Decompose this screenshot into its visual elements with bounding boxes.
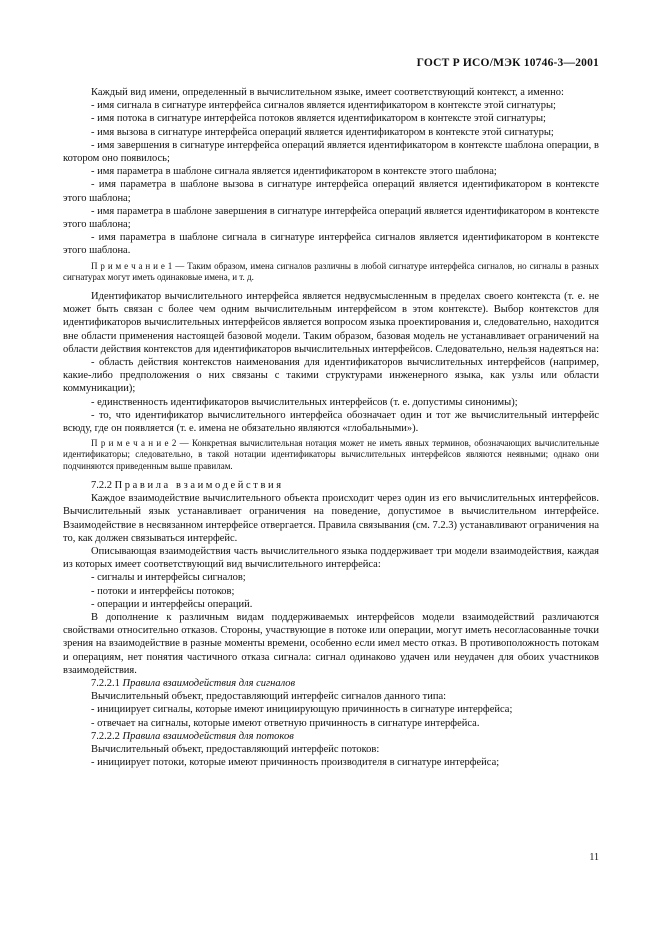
list-item: - то, что идентификатор вычислительного интерфейса обозначает один и тот же вычислительный интерфейс всюду, где он появляется (т. е. имена не обязательно являются «глобальными»). bbox=[63, 409, 599, 435]
section-title: Правила взаимодействия для сигналов bbox=[122, 677, 296, 689]
section-heading-7-2-2 bbox=[63, 479, 599, 492]
section-title: Правила взаимодействия для потоков bbox=[122, 730, 294, 742]
list-item: - потоки и интерфейсы потоков; bbox=[91, 585, 235, 597]
paragraph: В дополнение к различным видам поддерживаемых интерфейсов модели взаимодействий различаются свойствами относительно отказов. Стороны, участвующие в потоке или операции, могут иметь несогласованные точки зрения на взаимодействие в разные моменты времени, особенно если имел место отказ. В противоположность потокам и операциям, нет понятия частичного отказа сигнала: сигнал одинаково удачен или неудачен для обоих участников взаимодействия. bbox=[63, 611, 599, 676]
document-header: ГОСТ Р ИСО/МЭК 10746-3—2001 bbox=[416, 57, 599, 69]
list-item: - сигналы и интерфейсы сигналов; bbox=[91, 572, 246, 584]
list-item: - область действия контекстов наименования для идентификаторов вычислительных интерфейсов (например, какие-либо предположения о них связаны с такими структурами инженерного языка, как узлы или области коммуникации); bbox=[63, 357, 599, 395]
list-item: - имя параметра в шаблоне завершения в сигнатуре интерфейса операций является идентификатором в контексте этого шаблона; bbox=[63, 205, 599, 231]
section-title: Правила взаимодействия bbox=[114, 479, 284, 491]
section-number: 7.2.2.1 bbox=[91, 677, 120, 689]
paragraph: Каждое взаимодействие вычислительного объекта происходит через один из его вычислительных интерфейсов. Вычислительный язык устанавливает ограничения на поведение, допустимое в вычислительном интерфейсе. Взаимодействие в несвязанном интерфейсе отвергается. Правила связывания (см. 7.2.3) устанавливают ограничения на то, как должен связываться интерфейс. bbox=[63, 493, 599, 544]
section-number: 7.2.2.2 bbox=[91, 730, 120, 742]
paragraph: Каждый вид имени, определенный в вычислительном языке, имеет соответствующий контекст, а именно: bbox=[91, 87, 564, 98]
list-item: - операции и интерфейсы операций. bbox=[91, 598, 253, 610]
paragraph: Описывающая взаимодействия часть вычислительного языка поддерживает три модели взаимодействия, каждая из которых имеет соответствующий вид вычислительного интерфейса: bbox=[63, 545, 599, 571]
section-number: 7.2.2 bbox=[91, 479, 112, 491]
list-item: - имя параметра в шаблоне сигнала в сигнатуре интерфейса сигналов является идентификатором в контексте этого шаблона. bbox=[63, 232, 599, 257]
list-item: - единственность идентификаторов вычислительных интерфейсов (т. е. допустимы синонимы); bbox=[91, 396, 518, 408]
list-item: - инициирует сигналы, которые имеют инициирующую причинность в сигнатуре интерфейса; bbox=[91, 704, 513, 716]
note-label: П р и м е ч а н и е 1 bbox=[91, 260, 173, 271]
note-label: П р и м е ч а н и е 2 bbox=[91, 438, 177, 449]
list-item: - имя завершения в сигнатуре интерфейса операций является идентификатором в контексте шаблона операции, в котором оно появилось; bbox=[63, 139, 599, 165]
section-heading-7-2-2-2 bbox=[63, 730, 599, 743]
paragraph: Идентификатор вычислительного интерфейса является недвусмысленным в пределах своего контекста (т. е. не может быть связан с более чем одним вычислительным интерфейсом в этом контексте). Выбор контекстов для идентификаторов вычислительных интерфейсов является вопросом языка проектирования и, следовательно, находится вне области применения настоящей базовой модели. Таким образом, базовая модель не устанавливает ограничений на области действия контекстов для идентификаторов вычислительных интерфейсов. Следовательно, нельзя надеяться на: bbox=[63, 291, 599, 355]
list-item: - имя параметра в шаблоне сигнала является идентификатором в контексте этого шаблона; bbox=[91, 166, 497, 178]
page-number: 11 bbox=[589, 852, 599, 863]
document-body bbox=[63, 86, 599, 769]
list-item: - имя сигнала в сигнатуре интерфейса сигналов является идентификатором в контексте этой сигнатуры; bbox=[91, 100, 556, 112]
paragraph: Вычислительный объект, предоставляющий интерфейс потоков: bbox=[91, 743, 380, 755]
section-heading-7-2-2-1 bbox=[63, 677, 599, 690]
list-item: - имя параметра в шаблоне вызова в сигнатуре интерфейса операций является идентификатором в контексте этого шаблона; bbox=[63, 179, 599, 204]
note-text: — Таким образом, имена сигналов различны в любой сигнатуре интерфейса сигналов, но сигналы в разных сигнатурах могут иметь одинаковые имена, и т. д. bbox=[63, 260, 600, 282]
list-item: - имя потока в сигнатуре интерфейса потоков является идентификатором в контексте этой сигнатуры; bbox=[91, 113, 546, 125]
list-item: - имя вызова в сигнатуре интерфейса операций является идентификатором в контексте этой сигнатуры; bbox=[91, 126, 554, 138]
paragraph: Вычислительный объект, предоставляющий интерфейс сигналов данного типа: bbox=[91, 691, 447, 703]
note-2 bbox=[63, 438, 599, 472]
list-item: - инициирует потоки, которые имеют причинность производителя в сигнатуре интерфейса; bbox=[91, 757, 500, 769]
list-item: - отвечает на сигналы, которые имеют ответную причинность в сигнатуре интерфейса. bbox=[91, 717, 480, 729]
note-text: — Конкретная вычислительная нотация может не иметь явных терминов, обозначающих вычислительные идентификаторы; следовательно, в такой нотации идентификаторы вычислительных интерфейсов являются неявными; однако они подчиняются приведенным выше правилам. bbox=[63, 438, 600, 471]
note-1 bbox=[63, 261, 599, 283]
